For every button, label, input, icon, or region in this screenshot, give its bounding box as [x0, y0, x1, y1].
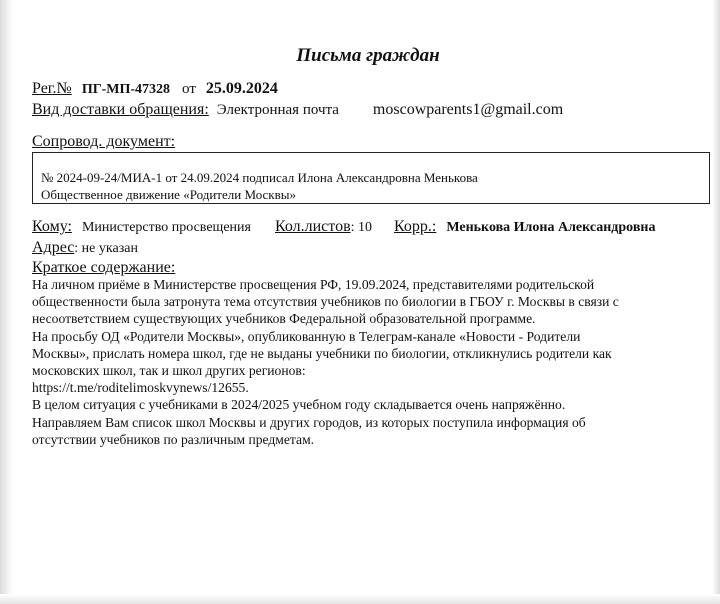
- summary-line: Москвы», прислать номера школ, где не выданы учебники по биологии, откликнулись родители как: [32, 345, 612, 361]
- registration-date: 25.09.2024: [205, 80, 278, 97]
- address-value: : не указан: [74, 241, 138, 256]
- summary-line: На личном приёме в Министерстве просвещения РФ, 19.09.2024, представителями родительской: [32, 277, 595, 292]
- delivery-label: Вид доставки обращения:: [32, 101, 209, 118]
- recipient-row: [32, 218, 655, 236]
- page-shadow-right: [712, 0, 720, 604]
- correspondent-label: Корр.:: [394, 218, 437, 235]
- sheets-value: : 10: [350, 220, 373, 235]
- summary-line: Направляем Вам список школ Москвы и других городов, из которых поступила информация об: [32, 414, 586, 430]
- sheets-label: Кол.листов: [274, 218, 351, 235]
- summary-line: отсутствии учебников по различным предметам.: [32, 431, 315, 447]
- accompanying-doc-label: Сопровод. документ:: [32, 133, 176, 150]
- recipient-to-value: Министерство просвещения: [81, 220, 251, 235]
- correspondent-value: Менькова Илона Александровна: [446, 220, 656, 235]
- summary-text: [32, 276, 702, 448]
- address-row: [32, 239, 138, 257]
- delivery-value: Электронная почта: [216, 102, 339, 118]
- registration-number: ПГ-МП-47328: [81, 82, 171, 97]
- summary-line: общественности была затронута тема отсутствия учебников по биологии в ГБОУ г. Москвы в связи с: [32, 294, 619, 310]
- recipient-to-label: Кому:: [32, 218, 72, 235]
- registration-row: [32, 80, 278, 98]
- page-shadow-bottom: [0, 594, 720, 604]
- accompanying-doc-row: [32, 133, 175, 151]
- registration-label: Рег.№: [32, 80, 72, 97]
- summary-line: На просьбу ОД «Родители Москвы», опубликованную в Телеграм-канале «Новости - Родители: [32, 328, 581, 344]
- delivery-email: moscowparents1@gmail.com: [372, 101, 564, 118]
- document-title: Письма граждан: [296, 45, 440, 66]
- summary-line: В целом ситуация с учебниками в 2024/2025 учебном году складывается очень напряжённо.: [32, 397, 566, 413]
- accompanying-doc-line-1: № 2024-09-24/МИА-1 от 24.09.2024 подписал Илона Александровна Менькова: [41, 170, 478, 185]
- page-shadow-left: [0, 0, 14, 604]
- delivery-row: [32, 101, 563, 119]
- accompanying-doc-box: [32, 152, 710, 204]
- address-label: Адрес: [32, 239, 75, 256]
- registration-from-word: от: [182, 81, 196, 97]
- summary-row: [32, 259, 175, 277]
- summary-label: Краткое содержание:: [32, 259, 176, 276]
- accompanying-doc-line-2: Общественное движение «Родители Москвы»: [41, 187, 296, 202]
- summary-link[interactable]: https://t.me/roditelimoskvynews/12655.: [32, 380, 249, 396]
- summary-line: московских школ, так и школ других регионов:: [32, 363, 306, 379]
- summary-line: несоответствием существующих учебников Федеральной образовательной программе.: [32, 311, 536, 327]
